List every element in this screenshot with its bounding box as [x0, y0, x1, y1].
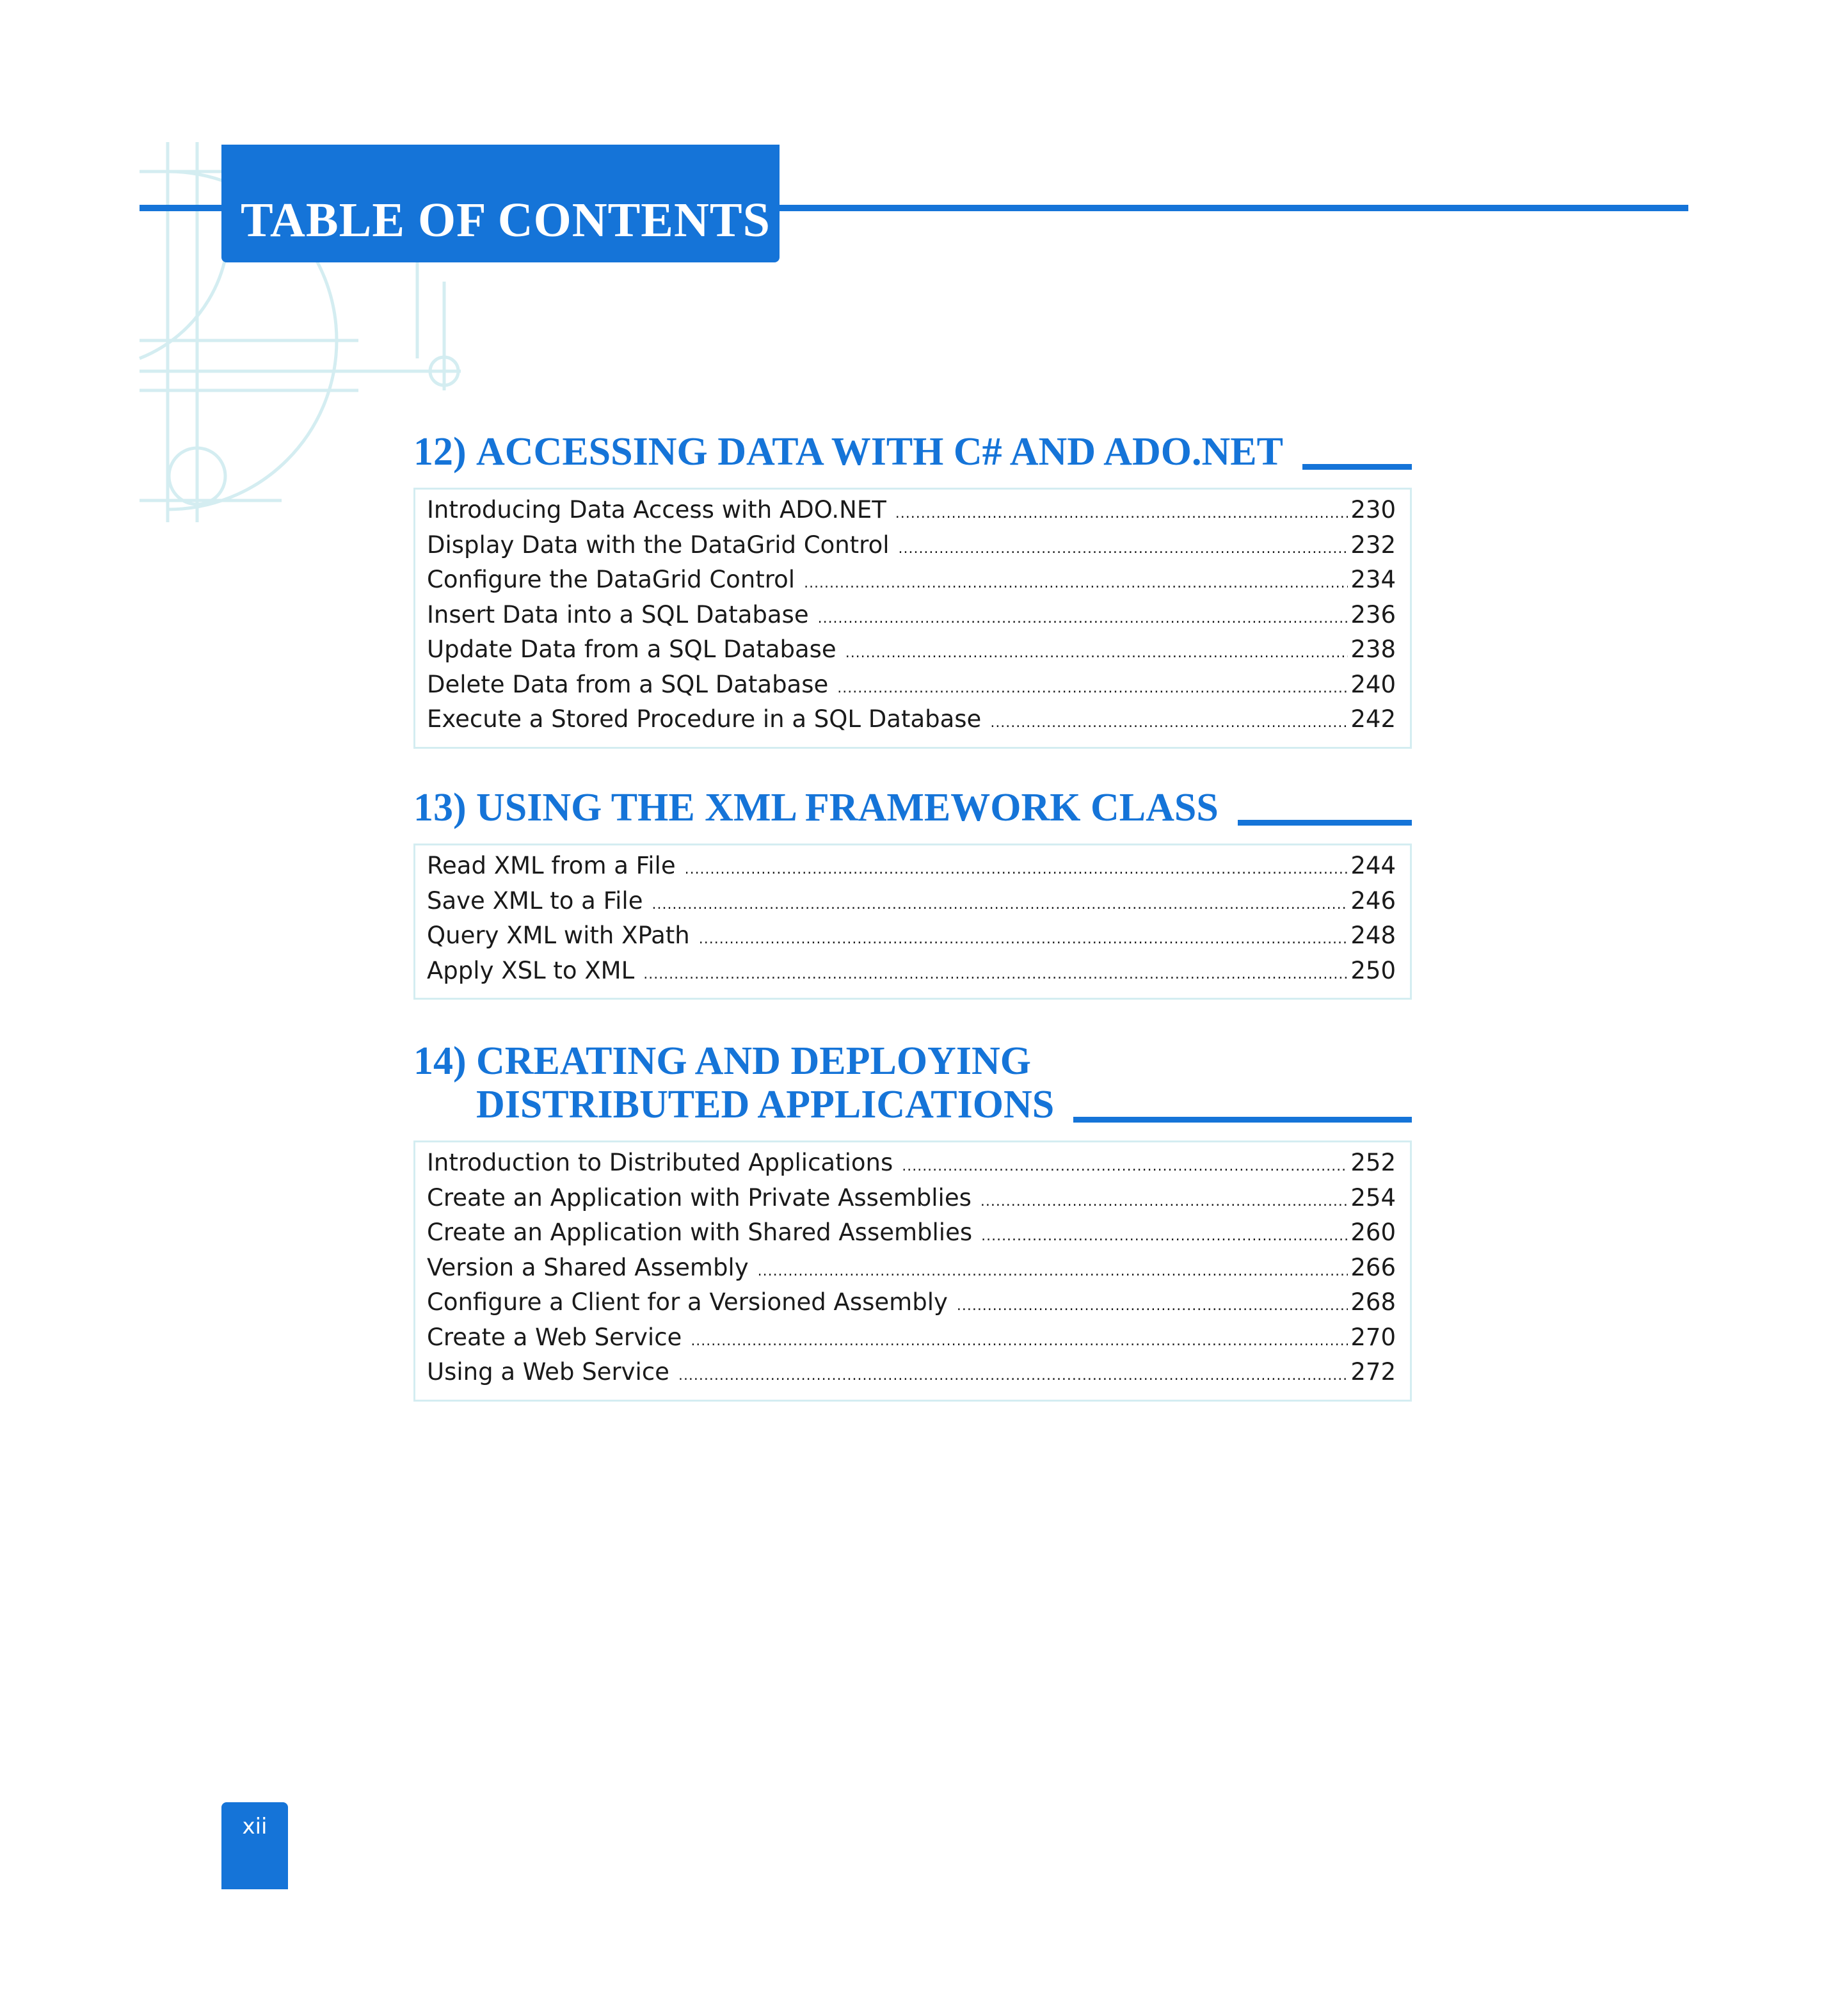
dot-leader	[990, 715, 1348, 731]
toc-entry[interactable]	[427, 566, 1396, 601]
entry-page: 250	[1350, 956, 1396, 984]
section-number: 13)	[413, 786, 467, 829]
entry-list	[413, 488, 1412, 749]
toc-entry[interactable]	[427, 1254, 1396, 1289]
toc-entry[interactable]	[427, 1288, 1396, 1324]
dot-leader	[699, 931, 1348, 947]
header-tab	[221, 145, 780, 262]
toc-entry[interactable]	[427, 1149, 1396, 1184]
dot-leader	[758, 1263, 1348, 1279]
section-number: 14)	[413, 1039, 467, 1083]
toc-entry[interactable]	[427, 636, 1396, 671]
dot-leader	[691, 1333, 1348, 1349]
entry-page: 244	[1350, 852, 1396, 879]
entry-page: 240	[1350, 670, 1396, 698]
dot-leader	[678, 1368, 1348, 1384]
entry-title: Version a Shared Assembly	[427, 1253, 749, 1281]
entry-title: Read XML from a File	[427, 852, 676, 879]
section-title	[413, 430, 1283, 474]
toc-entry[interactable]	[427, 1184, 1396, 1219]
entry-title: Query XML with XPath	[427, 922, 690, 949]
entry-page: 236	[1350, 600, 1396, 628]
entry-title: Create an Application with Shared Assemblies	[427, 1219, 973, 1246]
entry-page: 272	[1350, 1358, 1396, 1386]
dot-leader	[895, 506, 1348, 522]
entry-title: Save XML to a File	[427, 886, 643, 915]
dot-leader	[980, 1194, 1348, 1210]
section-rule	[1238, 820, 1412, 826]
dot-leader	[818, 611, 1348, 627]
entry-title: Delete Data from a SQL Database	[427, 670, 829, 698]
toc-entry[interactable]	[427, 601, 1396, 636]
toc-entry[interactable]	[427, 922, 1396, 957]
toc-entry[interactable]	[427, 1358, 1396, 1393]
page-title: TABLE OF CONTENTS	[241, 193, 771, 247]
dot-leader	[804, 575, 1348, 591]
entry-title: Update Data from a SQL Database	[427, 636, 836, 663]
entry-page: 254	[1350, 1183, 1396, 1212]
toc-section	[413, 1032, 1412, 1402]
section-heading	[413, 778, 1412, 829]
toc-section	[413, 422, 1412, 749]
toc-entry[interactable]	[427, 957, 1396, 992]
dot-leader	[902, 1158, 1348, 1174]
entry-title: Display Data with the DataGrid Control	[427, 531, 890, 559]
entry-page: 232	[1350, 531, 1396, 559]
entry-page: 248	[1350, 922, 1396, 949]
toc-entry[interactable]	[427, 531, 1396, 566]
entry-page: 230	[1350, 496, 1396, 524]
entry-title: Introducing Data Access with ADO.NET	[427, 496, 886, 524]
toc-entry[interactable]	[427, 1219, 1396, 1254]
dot-leader	[981, 1228, 1348, 1244]
toc-entry[interactable]	[427, 496, 1396, 531]
dot-leader	[837, 680, 1348, 696]
entry-title: Configure a Client for a Versioned Assembly	[427, 1288, 948, 1316]
dot-leader	[899, 541, 1348, 557]
section-title	[413, 786, 1219, 829]
toc-entry[interactable]	[427, 1324, 1396, 1359]
entry-page: 238	[1350, 636, 1396, 663]
entry-page: 268	[1350, 1288, 1396, 1316]
section-title-line: ACCESSING DATA WITH C# AND ADO.NET	[476, 430, 1283, 474]
dot-leader	[845, 645, 1348, 661]
section-title-line: CREATING AND DEPLOYING	[476, 1039, 1031, 1083]
entry-title: Apply XSL to XML	[427, 956, 635, 984]
entry-list	[413, 1140, 1412, 1402]
toc-entry[interactable]	[427, 705, 1396, 740]
entry-page: 234	[1350, 566, 1396, 593]
section-title-line: USING THE XML FRAMEWORK CLASS	[476, 786, 1219, 829]
section-title	[413, 1039, 1054, 1126]
toc-entry[interactable]	[427, 887, 1396, 922]
dot-leader	[957, 1298, 1348, 1314]
section-title-line: DISTRIBUTED APPLICATIONS	[476, 1083, 1055, 1126]
section-rule	[1073, 1117, 1412, 1123]
entry-page: 260	[1350, 1219, 1396, 1246]
dot-leader	[643, 966, 1348, 982]
toc-entry[interactable]	[427, 671, 1396, 706]
dot-leader	[685, 861, 1348, 877]
entry-title: Insert Data into a SQL Database	[427, 600, 809, 628]
entry-page: 242	[1350, 705, 1396, 733]
entry-title: Using a Web Service	[427, 1358, 669, 1386]
section-heading	[413, 422, 1412, 474]
toc-entry[interactable]	[427, 852, 1396, 887]
entry-page: 270	[1350, 1323, 1396, 1351]
entry-page: 266	[1350, 1253, 1396, 1281]
entry-title: Configure the DataGrid Control	[427, 566, 796, 593]
entry-page: 246	[1350, 886, 1396, 915]
dot-leader	[652, 897, 1348, 913]
section-number: 12)	[413, 430, 467, 474]
entry-page: 252	[1350, 1149, 1396, 1176]
page-number: xii	[242, 1814, 268, 1839]
entry-title: Introduction to Distributed Applications	[427, 1149, 893, 1176]
entry-title: Create a Web Service	[427, 1323, 682, 1351]
page-number-tab	[221, 1802, 288, 1889]
entry-title: Create an Application with Private Assemblies	[427, 1183, 972, 1212]
section-rule	[1302, 464, 1412, 470]
entry-list	[413, 844, 1412, 1000]
toc-section	[413, 778, 1412, 1000]
entry-title: Execute a Stored Procedure in a SQL Database	[427, 705, 982, 733]
section-heading	[413, 1032, 1412, 1126]
